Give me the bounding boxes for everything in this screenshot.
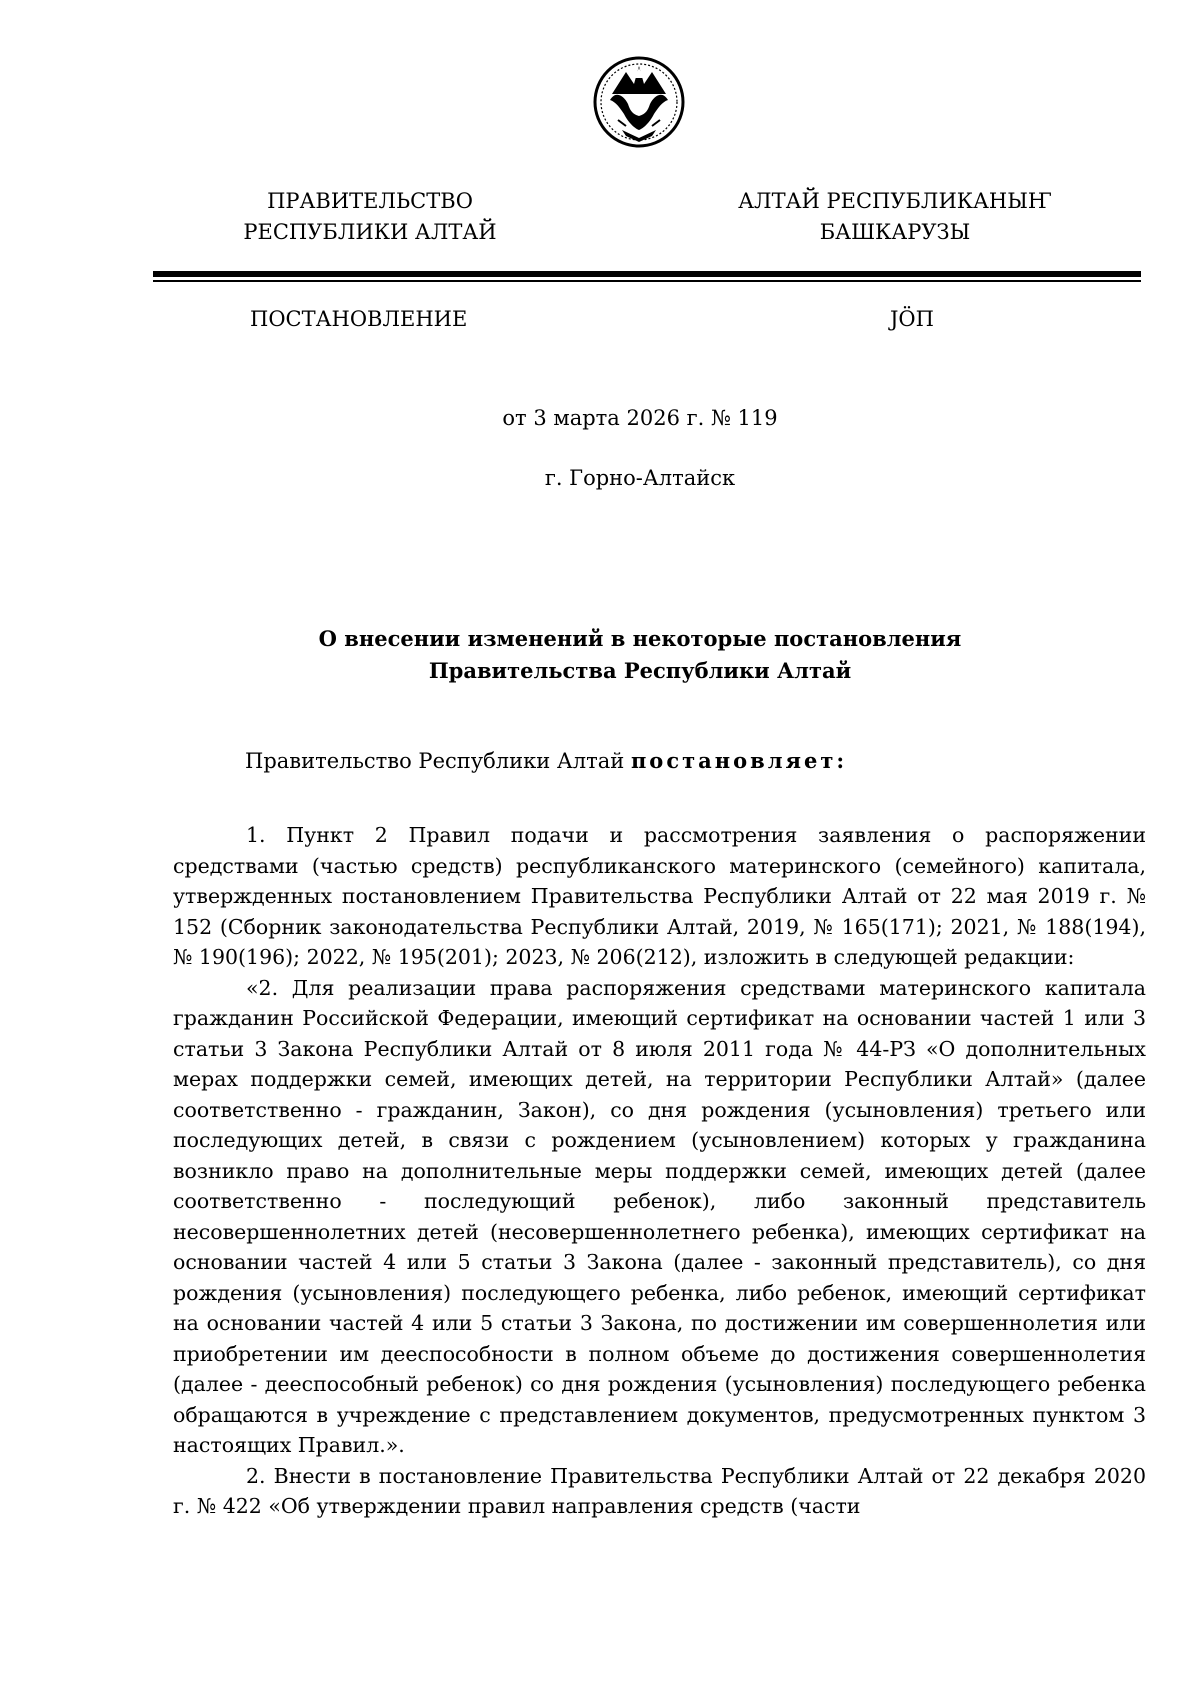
paragraph-1: 1. Пункт 2 Правил подачи и рассмотрения заявления о распоряжении средствами (частью средств) республиканского материнского (семейного) капитала, утвержденных постановлением Правительства Республики Алтай от 22 мая 2019 г. № 152 (Сборник законодательства Республики Алтай, 2019, № 165(171); 2021, № 188(194), № 190(196); 2022, № 195(201); 2023, № 206(212), изложить в следующей редакции: — [173, 823, 1146, 969]
government-name-altai-line2: БАШКАРУЗЫ — [819, 220, 971, 244]
doc-type-russian: ПОСТАНОВЛЕНИЕ — [250, 307, 468, 331]
decree-body — [173, 820, 1146, 1522]
paragraph-2: 2. Внести в постановление Правительства Республики Алтай от 22 декабря 2020 г. № 422 «Об утверждении правил направления средств (части — [173, 1463, 1146, 1518]
coat-of-arms-emblem — [592, 54, 686, 150]
government-name-russian-line2: РЕСПУБЛИКИ АЛТАЙ — [243, 220, 497, 244]
government-name-russian-line1: ПРАВИТЕЛЬСТВО — [267, 189, 473, 213]
decree-title-line1: О внесении изменений в некоторые постановления — [318, 626, 962, 651]
decree-intro — [245, 746, 847, 776]
decree-intro-verb: постановляет: — [630, 748, 848, 773]
government-name-russian — [220, 186, 520, 248]
decree-intro-text: Правительство Республики Алтай — [245, 749, 631, 773]
header-divider-thick — [153, 271, 1141, 277]
paragraph-1-quote: «2. Для реализации права распоряжения средствами материнского капитала гражданин Российской Федерации, имеющий сертификат на основании частей 1 или 3 статьи 3 Закона Республики Алтай от 8 июля 2011 года № 44-РЗ «О дополнительных мерах поддержки семей, имеющих детей, на территории Республики Алтай» (далее соответственно - гражданин, Закон), со дня рождения (усыновления) третьего или последующих детей, в связи с рождением (усыновлением) которых у гражданина возникло право на дополнительные меры поддержки семей, имеющих детей (далее соответственно - последующий ребенок), либо законный представитель несовершеннолетних детей (несовершеннолетнего ребенка), имеющих сертификат на основании частей 4 или 5 статьи 3 Закона (далее - законный представитель), со дня рождения (усыновления) последующего ребенка, либо ребенок, имеющий сертификат на основании частей 4 или 5 статьи 3 Закона, по достижении им совершеннолетия или приобретении им дееспособности в полном объеме до достижения совершеннолетия (далее - дееспособный ребенок) со дня рождения (усыновления) последующего ребенка обращаются в учреждение с представлением документов, предусмотренных пунктом 3 настоящих Правил.». — [173, 975, 1146, 1457]
decree-city: г. Горно-Алтайск — [544, 466, 736, 490]
doc-type-altai: JÖП — [890, 307, 934, 331]
decree-date-number: от 3 марта 2026 г. № 119 — [502, 406, 778, 430]
decree-title-line2: Правительства Республики Алтай — [428, 658, 852, 683]
header-divider-thin — [153, 280, 1141, 282]
decree-title — [270, 623, 1010, 687]
government-name-altai — [735, 186, 1055, 248]
government-name-altai-line1: АЛТАЙ РЕСПУБЛИКАНЫҤ — [738, 189, 1052, 213]
